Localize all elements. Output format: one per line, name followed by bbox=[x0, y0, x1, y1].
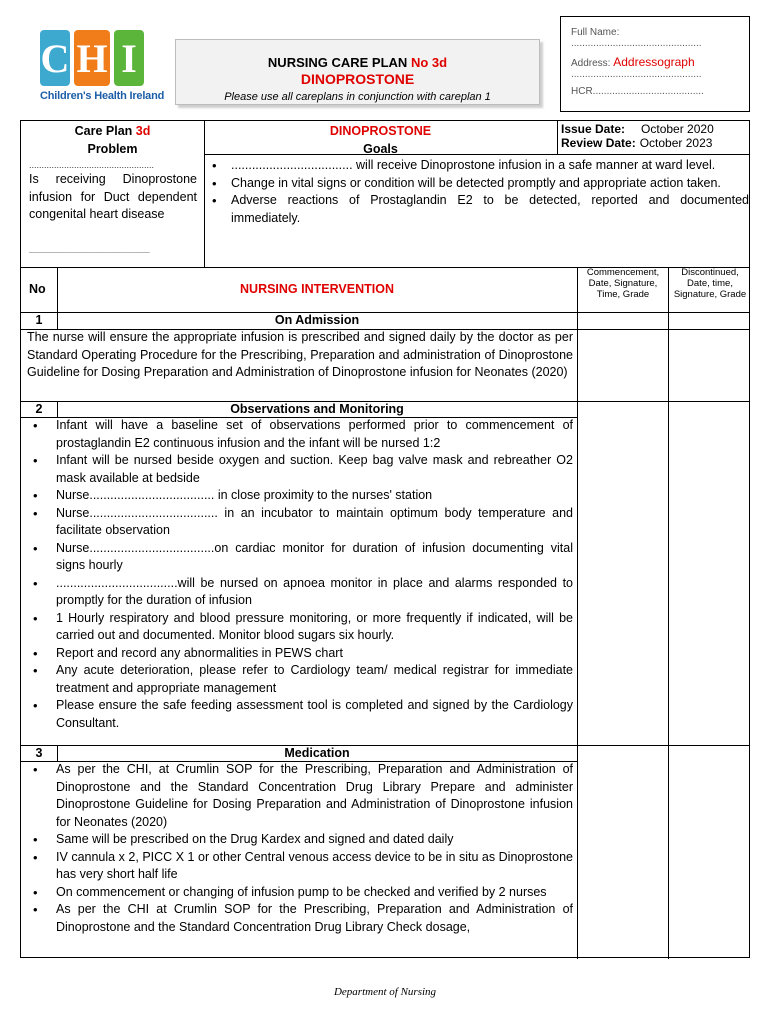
hcr-row bbox=[571, 86, 739, 97]
section-title-observations: Observations and Monitoring bbox=[230, 402, 404, 416]
address-field[interactable]: ............................................... bbox=[571, 69, 702, 80]
problem-text: Is receiving Dinoprostone infusion for Duct dependent congenital heart disease bbox=[29, 172, 197, 221]
section-number: 3 bbox=[35, 746, 43, 760]
list-item: • Nurse....................................on cardiac monitor for duration of infusion documenting vital signs hourly bbox=[21, 540, 573, 575]
list-item: • Please ensure the safe feeding assessment tool is completed and signed by the Cardiology Consultant. bbox=[21, 697, 573, 732]
page-footer: Department of Nursing bbox=[333, 986, 437, 998]
commencement-column-header: Commencement, Date, Signature, Time, Grade bbox=[586, 267, 660, 300]
logo-subtitle: Children's Health Ireland bbox=[40, 90, 165, 102]
title-box bbox=[175, 39, 540, 105]
care-plan-table bbox=[20, 120, 750, 958]
drug-title: DINOPROSTONE bbox=[300, 71, 415, 87]
logo-letter-h: H bbox=[74, 30, 110, 86]
list-item: • Infant will have a baseline set of observations performed prior to commencement of prostaglandin E2 continuous infusion and the infant will be nursed 1:2 bbox=[21, 417, 573, 452]
care-plan-title-prefix: NURSING CARE PLAN bbox=[267, 55, 411, 70]
list-item: • IV cannula x 2, PICC X 1 or other Central venous access device to be in situ as Dinoprostone has very short half life bbox=[21, 849, 573, 884]
list-item: • As per the CHI at Crumlin SOP for the Prescribing, Preparation and Administration of Dinoprostone and the Standard Concentration Drug Library Check dosage, bbox=[21, 901, 573, 936]
list-item: • On commencement or changing of infusion pump to be checked and verified by 2 nurses bbox=[21, 884, 573, 902]
goal-item: • Adverse reactions of Prostaglandin E2 to be detected, reported and documented immediately. bbox=[204, 192, 749, 227]
review-date-value: October 2023 bbox=[639, 136, 713, 150]
issue-date-row bbox=[561, 122, 749, 136]
list-item: • Infant will be nursed beside oxygen and suction. Keep bag valve mask and rebreather O2 mask available at bedside bbox=[21, 452, 573, 487]
address-label: Address: bbox=[571, 58, 611, 69]
list-item: • ...................................will be nursed on apnoea monitor in place and alarms responded to promptly for the duration of infusion bbox=[21, 575, 573, 610]
section-number: 1 bbox=[35, 313, 43, 327]
discontinued-column-header: Discontinued, Date, time, Signature, Grade bbox=[673, 267, 747, 300]
care-plan-number: No 3d bbox=[410, 55, 448, 70]
problem-heading-prefix: Care Plan bbox=[74, 124, 136, 138]
address-row bbox=[571, 55, 739, 80]
dates-block bbox=[561, 122, 749, 150]
list-item: • Any acute deterioration, please refer to Cardiology team/ medical registrar for immediate treatment and appropriate management bbox=[21, 662, 573, 697]
list-item: • 1 Hourly respiratory and blood pressure monitoring, or more frequently if indicated, will be carried out and documented. Monitor blood sugars six hourly. bbox=[21, 610, 573, 645]
hcr-field[interactable]: ........................................ bbox=[592, 86, 704, 97]
chi-logo bbox=[40, 30, 165, 108]
section-title-on-admission: On Admission bbox=[274, 313, 360, 327]
goals-heading bbox=[204, 123, 557, 158]
medication-list bbox=[21, 761, 573, 936]
problem-care-plan-number: 3d bbox=[135, 124, 151, 138]
list-item: • Nurse..................................... in an incubator to maintain optimum body temperature and facilitate observation bbox=[21, 505, 573, 540]
issue-date-value: October 2020 bbox=[641, 122, 714, 136]
logo-letter-i: I bbox=[114, 30, 144, 86]
list-item: • Nurse.................................... in close proximity to the nurses' station bbox=[21, 487, 573, 505]
full-name-row bbox=[571, 27, 739, 49]
patient-details-box bbox=[560, 16, 750, 112]
addressograph-label: Addressograph bbox=[613, 55, 695, 69]
on-admission-text: The nurse will ensure the appropriate infusion is prescribed and signed daily by the doctor as per Standard Operating Procedure for the Prescribing, Preparation and administration of Dinoprostone Guideline for Dosing Preparation and Administration of Dinoprostone infusion for Neonates (2020) bbox=[27, 330, 573, 379]
goal-item: • ................................... will receive Dinoprostone infusion in a safe manner at ward level. bbox=[204, 157, 749, 175]
section-title-medication: Medication bbox=[284, 746, 350, 760]
nursing-intervention-header: NURSING INTERVENTION bbox=[240, 282, 394, 296]
list-item: • As per the CHI, at Crumlin SOP for the Prescribing, Preparation and Administration of Dinoprostone and the Standard Concentration Drug Library Prepare and administer Dinoprostone Guideline for Dosing Preparation and Administration of Dinoprostone infusion for Neonates (2020) bbox=[21, 761, 573, 831]
no-column-header: No bbox=[29, 282, 46, 296]
full-name-field[interactable]: ............................................... bbox=[571, 38, 702, 49]
care-plan-title bbox=[176, 55, 539, 70]
list-item: • Same will be prescribed on the Drug Kardex and signed and dated daily bbox=[21, 831, 573, 849]
problem-blank-top[interactable]: .................................................. bbox=[29, 160, 155, 170]
hcr-label: HCR bbox=[571, 86, 593, 97]
section-number: 2 bbox=[35, 402, 43, 416]
review-date-label: Review Date: bbox=[561, 136, 636, 150]
full-name-label: Full Name: bbox=[571, 27, 620, 38]
list-item: • Report and record any abnormalities in PEWS chart bbox=[21, 645, 573, 663]
problem-blank-bottom[interactable]: _______________________________ bbox=[29, 246, 150, 253]
problem-heading-label: Problem bbox=[87, 141, 138, 156]
goals-drug-name: DINOPROSTONE bbox=[329, 124, 432, 138]
issue-date-label: Issue Date: bbox=[561, 122, 626, 136]
observations-list bbox=[21, 417, 573, 732]
goal-item: • Change in vital signs or condition will be detected promptly and appropriate action taken. bbox=[204, 175, 749, 193]
goals-label: Goals bbox=[363, 141, 398, 156]
review-date-row bbox=[561, 136, 749, 150]
problem-heading bbox=[21, 123, 204, 158]
goals-list bbox=[204, 157, 749, 227]
title-instruction: Please use all careplans in conjunction with careplan 1 bbox=[224, 91, 491, 103]
logo-letter-c: C bbox=[40, 30, 70, 86]
